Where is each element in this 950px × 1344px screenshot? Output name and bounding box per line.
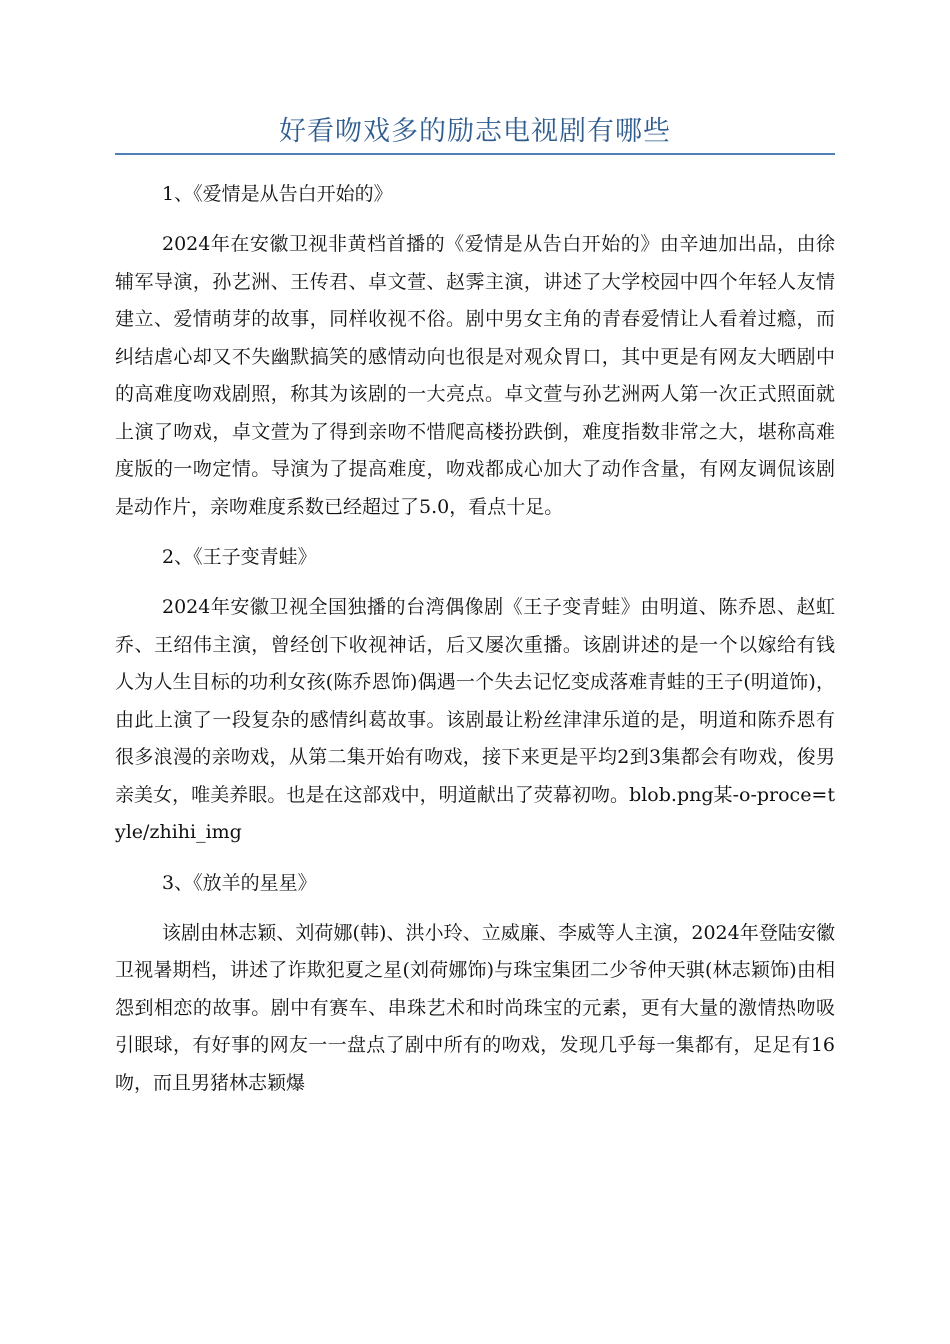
section-paragraph-2: 2024年安徽卫视全国独播的台湾偶像剧《王子变青蛙》由明道、陈乔恩、赵虹乔、王绍伟主演，曾经创下收视神话，后又屡次重播。该剧讲述的是一个以嫁给有钱人为人生目标的功利女孩(陈乔恩饰)偶遇一个失去记忆变成落难青蛙的王子(明道饰)，由此上演了一段复杂的感情纠葛故事。该剧最让粉丝津津乐道的是，明道和陈乔恩有很多浪漫的亲吻戏，从第二集开始有吻戏，接下来更是平均2到3集都会有吻戏，俊男亲美女，唯美养眼。也是在这部戏中，明道献出了荧幕初吻。blob.png某-o-proce=tyle/zhihi_img bbox=[115, 596, 835, 843]
title-underline bbox=[115, 153, 835, 155]
document-title: 好看吻戏多的励志电视剧有哪些 bbox=[279, 116, 671, 147]
section-paragraph-1: 2024年在安徽卫视非黄档首播的《爱情是从告白开始的》由辛迪加出品，由徐辅军导演，孙艺洲、王传君、卓文萱、赵霁主演，讲述了大学校园中四个年轻人友情建立、爱情萌芽的故事，同样收视不俗。剧中男女主角的青春爱情让人看着过瘾，而纠结虐心却又不失幽默搞笑的感情动向也很是对观众胃口，其中更是有网友大晒剧中的高难度吻戏剧照，称其为该剧的一大亮点。卓文萱与孙艺洲两人第一次正式照面就上演了吻戏，卓文萱为了得到亲吻不惜爬高楼扮跌倒，难度指数非常之大，堪称高难度版的一吻定情。导演为了提高难度，吻戏都成心加大了动作含量，有网友调侃该剧是动作片，亲吻难度系数已经超过了5.0，看点十足。 bbox=[115, 233, 835, 518]
section-paragraph-3: 该剧由林志颖、刘荷娜(韩)、洪小玲、立威廉、李威等人主演，2024年登陆安徽卫视暑期档，讲述了诈欺犯夏之星(刘荷娜饰)与珠宝集团二少爷仲天骐(林志颖饰)由相怨到相恋的故事。剧中有赛车、串珠艺术和时尚珠宝的元素，更有大量的激情热吻吸引眼球，有好事的网友一一盘点了剧中所有的吻戏，发现几乎每一集都有，足足有16吻，而且男猪林志颖爆 bbox=[115, 921, 835, 1094]
section-heading-3: 3、《放羊的星星》 bbox=[162, 871, 317, 894]
section-heading-1: 1、《爱情是从告白开始的》 bbox=[162, 183, 393, 205]
document-body bbox=[115, 170, 835, 1109]
section-heading-2: 2、《王子变青蛙》 bbox=[162, 546, 317, 568]
